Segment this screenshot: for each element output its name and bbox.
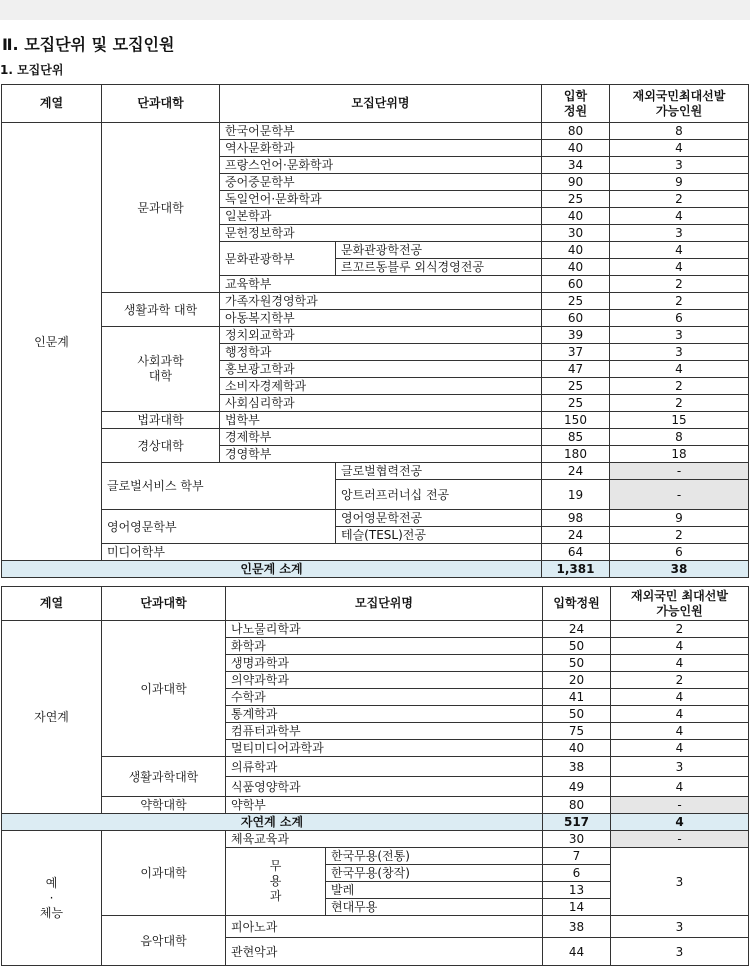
overseas-cell: 9 <box>610 174 749 191</box>
unit-cell: 약학부 <box>226 797 543 814</box>
quota-cell: 34 <box>542 157 610 174</box>
quota-cell: 25 <box>542 395 610 412</box>
unit-cell: 행정학과 <box>220 344 542 361</box>
quota-cell: 39 <box>542 327 610 344</box>
quota-cell: 24 <box>542 463 610 480</box>
overseas-cell: 15 <box>610 412 749 429</box>
quota-cell: 37 <box>542 344 610 361</box>
overseas-cell: 3 <box>611 916 749 938</box>
unit-cell: 체육교육과 <box>226 831 543 848</box>
overseas-cell: - <box>611 831 749 848</box>
overseas-cell: 2 <box>610 293 749 310</box>
overseas-cell: 18 <box>610 446 749 463</box>
quota-cell: 90 <box>542 174 610 191</box>
overseas-cell: 3 <box>610 344 749 361</box>
college-cell: 문과대학 <box>102 123 220 293</box>
overseas-cell: 2 <box>610 378 749 395</box>
major-cell: 한국무용(창작) <box>326 865 543 882</box>
quota-cell: 47 <box>542 361 610 378</box>
overseas-cell: 4 <box>610 259 749 276</box>
college-cell: 글로벌서비스 학부 <box>102 463 336 510</box>
unit-cell: 법학부 <box>220 412 542 429</box>
unit-cell: 일본학과 <box>220 208 542 225</box>
quota-cell: 25 <box>542 378 610 395</box>
unit-cell: 문헌정보학과 <box>220 225 542 242</box>
quota-cell: 80 <box>543 797 611 814</box>
major-cell: 르꼬르동블루 외식경영전공 <box>336 259 542 276</box>
quota-cell: 25 <box>542 191 610 208</box>
quota-cell: 30 <box>542 225 610 242</box>
major-cell: 글로벌협력전공 <box>336 463 542 480</box>
unit-cell: 의류학과 <box>226 757 543 777</box>
college-cell: 이과대학 <box>102 831 226 916</box>
college-cell: 약학대학 <box>102 797 226 814</box>
overseas-cell: 2 <box>610 191 749 208</box>
header-unit: 모집단위명 <box>226 587 543 621</box>
field-cell: 인문계 <box>2 123 102 561</box>
college-cell: 생활과학 대학 <box>102 293 220 327</box>
subtotal-overseas: 38 <box>610 561 749 578</box>
quota-cell: 180 <box>542 446 610 463</box>
overseas-cell: 9 <box>610 510 749 527</box>
quota-cell: 75 <box>543 723 611 740</box>
overseas-cell: 4 <box>611 655 749 672</box>
unit-cell: 프랑스언어·문화학과 <box>220 157 542 174</box>
quota-cell: 38 <box>543 757 611 777</box>
overseas-cell: 4 <box>611 777 749 797</box>
major-cell: 영어영문학전공 <box>336 510 542 527</box>
quota-cell: 38 <box>543 916 611 938</box>
overseas-cell: 2 <box>610 276 749 293</box>
unit-cell: 경제학부 <box>220 429 542 446</box>
subtotal-label: 인문계 소계 <box>2 561 542 578</box>
overseas-cell: 3 <box>610 157 749 174</box>
unit-cell: 수학과 <box>226 689 543 706</box>
subtotal-quota: 517 <box>543 814 611 831</box>
subtotal-overseas: 4 <box>611 814 749 831</box>
college-cell: 미디어학부 <box>102 544 542 561</box>
unit-cell: 의약과학과 <box>226 672 543 689</box>
quota-cell: 30 <box>543 831 611 848</box>
quota-cell: 49 <box>543 777 611 797</box>
overseas-cell: 8 <box>610 429 749 446</box>
quota-cell: 50 <box>543 638 611 655</box>
college-cell: 경상대학 <box>102 429 220 463</box>
overseas-cell: 3 <box>611 938 749 966</box>
overseas-cell: 3 <box>610 225 749 242</box>
unit-cell: 정치외교학과 <box>220 327 542 344</box>
quota-cell: 80 <box>542 123 610 140</box>
overseas-cell: 4 <box>610 208 749 225</box>
header-quota: 입학정원 <box>543 587 611 621</box>
subtotal-label: 자연계 소계 <box>2 814 543 831</box>
quota-cell: 6 <box>543 865 611 882</box>
major-cell: 현대무용 <box>326 899 543 916</box>
overseas-cell: 6 <box>610 310 749 327</box>
quota-cell: 24 <box>542 527 610 544</box>
overseas-cell: 4 <box>611 706 749 723</box>
quota-cell: 40 <box>542 140 610 157</box>
major-cell: 발레 <box>326 882 543 899</box>
unit-cell: 독일언어·문화학과 <box>220 191 542 208</box>
overseas-cell: 3 <box>610 327 749 344</box>
overseas-cell: 4 <box>611 689 749 706</box>
quota-cell: 85 <box>542 429 610 446</box>
major-cell: 테슬(TESL)전공 <box>336 527 542 544</box>
college-cell: 법과대학 <box>102 412 220 429</box>
section-title: Ⅱ. 모집단위 및 모집인원 <box>2 35 175 54</box>
quota-cell: 60 <box>542 276 610 293</box>
quota-cell: 150 <box>542 412 610 429</box>
unit-cell: 한국어문학부 <box>220 123 542 140</box>
college-cell: 음악대학 <box>102 916 226 966</box>
unit-cell: 문화관광학부 <box>220 242 336 276</box>
unit-cell: 피아노과 <box>226 916 543 938</box>
quota-cell: 41 <box>543 689 611 706</box>
header-college: 단과대학 <box>102 587 226 621</box>
unit-cell: 아동복지학부 <box>220 310 542 327</box>
overseas-cell: 4 <box>610 361 749 378</box>
quota-cell: 24 <box>543 621 611 638</box>
science-arts-table <box>1 586 749 966</box>
quota-cell: 7 <box>543 848 611 865</box>
unit-cell: 역사문화학과 <box>220 140 542 157</box>
unit-cell: 홍보광고학과 <box>220 361 542 378</box>
header-college: 단과대학 <box>102 85 220 123</box>
overseas-cell: 2 <box>610 527 749 544</box>
quota-cell: 25 <box>542 293 610 310</box>
subtotal-quota: 1,381 <box>542 561 610 578</box>
overseas-cell: 2 <box>611 672 749 689</box>
unit-cell: 멀티미디어과학과 <box>226 740 543 757</box>
unit-cell: 식품영양학과 <box>226 777 543 797</box>
overseas-cell: 2 <box>610 395 749 412</box>
quota-cell: 50 <box>543 706 611 723</box>
quota-cell: 40 <box>543 740 611 757</box>
unit-cell: 교육학부 <box>220 276 542 293</box>
quota-cell: 50 <box>543 655 611 672</box>
major-cell: 앙트러프러너십 전공 <box>336 480 542 510</box>
quota-cell: 98 <box>542 510 610 527</box>
unit-cell: 경영학부 <box>220 446 542 463</box>
field-cell: 예 · 체능 <box>2 831 102 966</box>
dance-dept-cell: 무 용 과 <box>226 848 326 916</box>
quota-cell: 20 <box>543 672 611 689</box>
overseas-cell: 8 <box>610 123 749 140</box>
quota-cell: 14 <box>543 899 611 916</box>
overseas-cell: 4 <box>611 638 749 655</box>
unit-cell: 가족자원경영학과 <box>220 293 542 310</box>
college-cell: 이과대학 <box>102 621 226 757</box>
quota-cell: 13 <box>543 882 611 899</box>
major-cell: 한국무용(전통) <box>326 848 543 865</box>
overseas-cell: 4 <box>610 140 749 157</box>
unit-cell: 화학과 <box>226 638 543 655</box>
overseas-cell: - <box>610 463 749 480</box>
unit-cell: 사회심리학과 <box>220 395 542 412</box>
overseas-cell: - <box>611 797 749 814</box>
major-cell: 문화관광학전공 <box>336 242 542 259</box>
quota-cell: 44 <box>543 938 611 966</box>
overseas-cell: 4 <box>611 740 749 757</box>
college-cell: 영어영문학부 <box>102 510 336 544</box>
college-cell: 사회과학 대학 <box>102 327 220 412</box>
quota-cell: 40 <box>542 208 610 225</box>
header-unit: 모집단위명 <box>220 85 542 123</box>
overseas-cell: 4 <box>611 723 749 740</box>
header-quota: 입학 정원 <box>542 85 610 123</box>
quota-cell: 40 <box>542 259 610 276</box>
unit-cell: 생명과학과 <box>226 655 543 672</box>
overseas-cell: - <box>610 480 749 510</box>
overseas-cell: 4 <box>610 242 749 259</box>
quota-cell: 60 <box>542 310 610 327</box>
subsection-title: 1. 모집단위 <box>0 63 64 77</box>
header-overseas: 재외국민최대선발 가능인원 <box>610 85 749 123</box>
overseas-cell: 3 <box>611 848 749 916</box>
overseas-cell: 2 <box>611 621 749 638</box>
unit-cell: 관현악과 <box>226 938 543 966</box>
field-cell: 자연계 <box>2 621 102 814</box>
overseas-cell: 3 <box>611 757 749 777</box>
top-bar <box>0 0 750 20</box>
header-overseas: 재외국민 최대선발 가능인원 <box>611 587 749 621</box>
unit-cell: 중어중문학부 <box>220 174 542 191</box>
quota-cell: 40 <box>542 242 610 259</box>
unit-cell: 나노물리학과 <box>226 621 543 638</box>
header-field: 계열 <box>2 587 102 621</box>
quota-cell: 19 <box>542 480 610 510</box>
header-field: 계열 <box>2 85 102 123</box>
unit-cell: 소비자경제학과 <box>220 378 542 395</box>
overseas-cell: 6 <box>610 544 749 561</box>
humanities-table <box>1 84 749 578</box>
unit-cell: 컴퓨터과학부 <box>226 723 543 740</box>
quota-cell: 64 <box>542 544 610 561</box>
college-cell: 생활과학대학 <box>102 757 226 797</box>
unit-cell: 통계학과 <box>226 706 543 723</box>
